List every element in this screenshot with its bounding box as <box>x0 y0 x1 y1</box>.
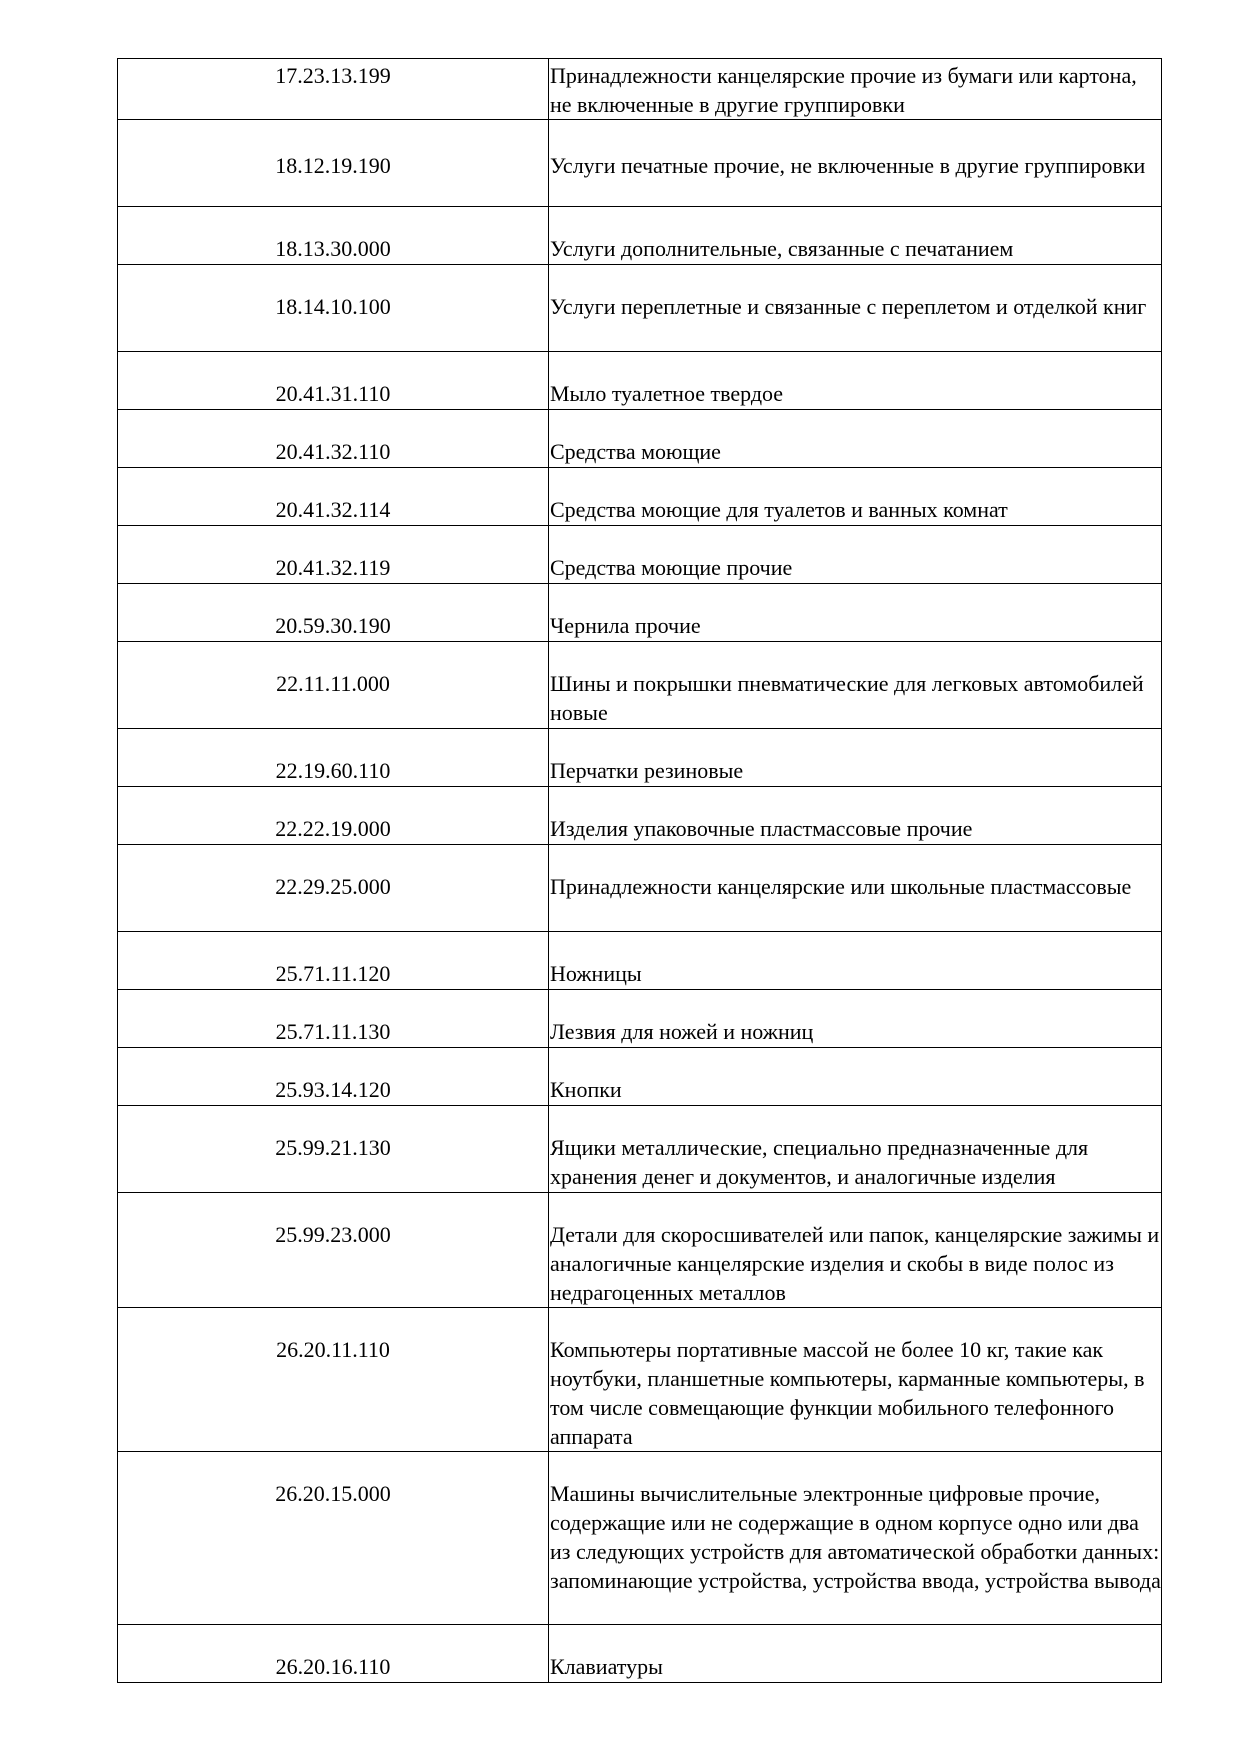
table-row <box>118 1048 1162 1106</box>
row-name: Кнопки <box>550 1077 622 1102</box>
code-cell <box>118 1106 549 1193</box>
code-cell <box>118 410 549 468</box>
code-cell <box>118 526 549 584</box>
row-name: Машины вычислительные электронные цифровые прочие, содержащие или не содержащие в одном корпусе одно или два из следующих устройств для автоматической обработки данных: запоминающие устройства, устройства ввода, устройства вывода <box>550 1481 1161 1593</box>
table-row <box>118 932 1162 990</box>
row-name: Изделия упаковочные пластмассовые прочие <box>550 816 973 841</box>
table-row <box>118 410 1162 468</box>
row-code: 25.99.21.130 <box>275 1135 391 1160</box>
row-name: Детали для скоросшивателей или папок, канцелярские зажимы и аналогичные канцелярские изделия и скобы в виде полос из недрагоценных металлов <box>550 1222 1160 1305</box>
name-cell <box>549 1193 1162 1308</box>
row-code: 25.71.11.120 <box>275 961 391 986</box>
row-code: 22.11.11.000 <box>276 671 390 696</box>
name-cell <box>549 1048 1162 1106</box>
row-name: Клавиатуры <box>550 1654 663 1679</box>
row-code: 20.41.32.114 <box>275 497 391 522</box>
table-row <box>118 265 1162 352</box>
row-code: 18.14.10.100 <box>275 294 391 319</box>
row-name: Шины и покрышки пневматические для легковых автомобилей новые <box>550 671 1144 725</box>
table-row <box>118 729 1162 787</box>
table-row <box>118 642 1162 729</box>
row-code: 20.59.30.190 <box>275 613 391 638</box>
row-name: Компьютеры портативные массой не более 10 кг, такие как ноутбуки, планшетные компьютеры, карманные компьютеры, в том числе совмещающие функции мобильного телефонного аппарата <box>550 1337 1145 1449</box>
table-row <box>118 468 1162 526</box>
table-row <box>118 120 1162 207</box>
table-row <box>118 207 1162 265</box>
code-cell <box>118 787 549 845</box>
row-code: 26.20.16.110 <box>275 1654 391 1679</box>
name-cell <box>549 642 1162 729</box>
row-name: Услуги печатные прочие, не включенные в другие группировки <box>550 153 1146 178</box>
code-cell <box>118 1452 549 1625</box>
code-cell <box>118 1048 549 1106</box>
table-row <box>118 845 1162 932</box>
code-cell <box>118 59 549 120</box>
row-name: Ящики металлические, специально предназначенные для хранения денег и документов, и аналогичные изделия <box>550 1135 1089 1189</box>
name-cell <box>549 584 1162 642</box>
table-row <box>118 990 1162 1048</box>
row-code: 25.99.23.000 <box>275 1222 391 1247</box>
name-cell <box>549 729 1162 787</box>
name-cell <box>549 265 1162 352</box>
code-cell <box>118 932 549 990</box>
code-cell <box>118 1308 549 1452</box>
name-cell <box>549 207 1162 265</box>
table-row <box>118 1625 1162 1683</box>
name-cell <box>549 787 1162 845</box>
name-cell <box>549 468 1162 526</box>
name-cell <box>549 59 1162 120</box>
table-row <box>118 1193 1162 1308</box>
name-cell <box>549 1308 1162 1452</box>
code-cell <box>118 265 549 352</box>
row-name: Услуги переплетные и связанные с переплетом и отделкой книг <box>550 294 1147 319</box>
row-name: Средства моющие <box>550 439 721 464</box>
row-code: 25.93.14.120 <box>275 1077 391 1102</box>
row-code: 22.19.60.110 <box>275 758 391 783</box>
row-code: 17.23.13.199 <box>275 63 391 88</box>
table-row <box>118 1452 1162 1625</box>
code-cell <box>118 468 549 526</box>
table-row <box>118 584 1162 642</box>
code-cell <box>118 1193 549 1308</box>
code-cell <box>118 1625 549 1683</box>
table-row <box>118 59 1162 120</box>
row-name: Услуги дополнительные, связанные с печатанием <box>550 236 1014 261</box>
name-cell <box>549 410 1162 468</box>
row-name: Ножницы <box>550 961 642 986</box>
name-cell <box>549 1106 1162 1193</box>
code-cell <box>118 207 549 265</box>
table-row <box>118 787 1162 845</box>
name-cell <box>549 120 1162 207</box>
row-name: Средства моющие прочие <box>550 555 793 580</box>
row-name: Средства моющие для туалетов и ванных комнат <box>550 497 1008 522</box>
code-cell <box>118 352 549 410</box>
row-name: Мыло туалетное твердое <box>550 381 784 406</box>
row-code: 22.29.25.000 <box>275 874 391 899</box>
code-cell <box>118 584 549 642</box>
row-name: Принадлежности канцелярские прочие из бумаги или картона, не включенные в другие группировки <box>550 63 1137 117</box>
name-cell <box>549 1452 1162 1625</box>
row-name: Лезвия для ножей и ножниц <box>550 1019 814 1044</box>
name-cell <box>549 990 1162 1048</box>
row-code: 26.20.15.000 <box>275 1481 391 1506</box>
name-cell <box>549 352 1162 410</box>
row-code: 18.13.30.000 <box>275 236 391 261</box>
row-name: Перчатки резиновые <box>550 758 744 783</box>
code-cell <box>118 990 549 1048</box>
row-name: Чернила прочие <box>550 613 701 638</box>
code-cell <box>118 729 549 787</box>
row-code: 25.71.11.130 <box>275 1019 391 1044</box>
name-cell <box>549 526 1162 584</box>
name-cell <box>549 845 1162 932</box>
name-cell <box>549 932 1162 990</box>
row-name: Принадлежности канцелярские или школьные пластмассовые <box>550 874 1132 899</box>
row-code: 18.12.19.190 <box>275 153 391 178</box>
row-code: 20.41.32.119 <box>275 555 391 580</box>
table-row <box>118 1106 1162 1193</box>
table-row <box>118 526 1162 584</box>
code-cell <box>118 642 549 729</box>
row-code: 20.41.32.110 <box>275 439 391 464</box>
name-cell <box>549 1625 1162 1683</box>
table-row <box>118 1308 1162 1452</box>
code-cell <box>118 845 549 932</box>
row-code: 20.41.31.110 <box>275 381 391 406</box>
row-code: 26.20.11.110 <box>276 1337 390 1362</box>
code-cell <box>118 120 549 207</box>
okpd-code-table <box>117 58 1162 1683</box>
row-code: 22.22.19.000 <box>275 816 391 841</box>
table-row <box>118 352 1162 410</box>
